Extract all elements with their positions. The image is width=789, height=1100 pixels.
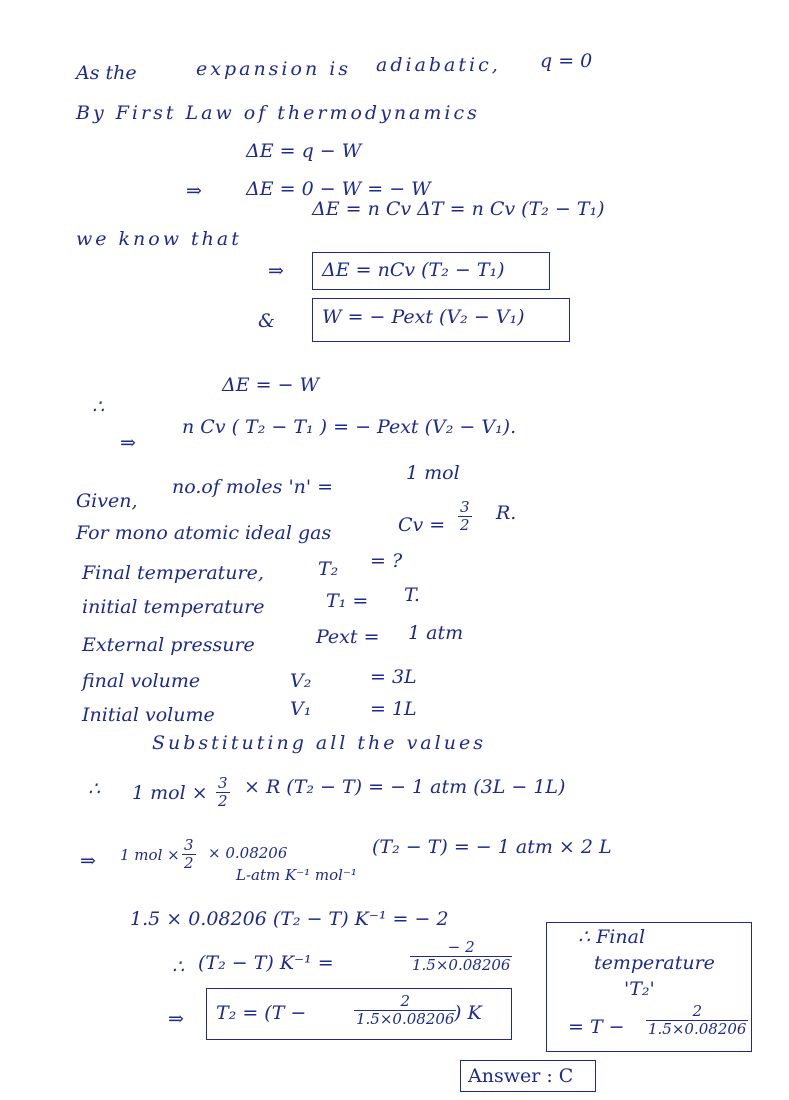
value-r-constant: × 0.08206: [208, 844, 288, 862]
text-external-pressure: External pressure: [82, 634, 255, 656]
text-final-temperature: Final temperature,: [82, 562, 264, 584]
equation-ncv-pext: n Cv ( T₂ − T₁ ) = − Pext (V₂ − V₁).: [182, 416, 517, 438]
fraction-result: $\frac{- 2}{1.5\times 0.08206}$: [412, 938, 511, 974]
equation-t2-result: T₂ = (T −: [216, 1002, 307, 1024]
equation-de-ncv-dt: ΔE = n Cv ΔT = n Cv (T₂ − T₁): [312, 198, 605, 220]
text-one-mol: 1 mol ×: [132, 782, 208, 804]
implies-arrow: ⇒: [80, 850, 96, 872]
text-no-of-moles: no.of moles 'n' =: [172, 476, 334, 498]
symbol-v2: V₂: [290, 670, 312, 692]
equation-t2-minus-t: (T₂ − T) K⁻¹ =: [198, 952, 334, 974]
text-as-the: As the: [76, 62, 137, 84]
text-final: ∴ Final: [578, 926, 646, 948]
value-pressure: 1 atm: [408, 622, 464, 644]
symbol-t2: T₂: [318, 558, 339, 580]
implies-arrow: ⇒: [186, 180, 202, 202]
equation-de-neg-w: ΔE = − W: [222, 374, 320, 396]
text-q-equals-zero: q = 0: [540, 50, 593, 72]
implies-arrow: ⇒: [120, 432, 136, 454]
equation-substituted-numeric: (T₂ − T) = − 1 atm × 2 L: [372, 836, 612, 858]
text-r-units: L-atm K⁻¹ mol⁻¹: [236, 866, 357, 884]
implies-arrow: ⇒: [168, 1008, 184, 1030]
fraction-side-result: $\frac{2}{1.5\times 0.08206}$: [648, 1002, 747, 1038]
text-first-law: By First Law of thermodynamics: [76, 102, 480, 124]
boxed-equation-w: W = − Pext (V₂ − V₁): [322, 306, 525, 328]
equation-de-q-w: ΔE = q − W: [246, 140, 362, 162]
answer-text: Answer : C: [468, 1065, 574, 1087]
equation-de-minus-w: ΔE = 0 − W = − W: [246, 178, 431, 200]
value-initial-volume: = 1L: [370, 698, 417, 720]
text-adiabatic: adiabatic,: [376, 54, 501, 76]
label-cv: Cv =: [398, 514, 446, 536]
text-one-mol: 1 mol ×: [120, 846, 180, 864]
text-monoatomic-gas: For mono atomic ideal gas: [76, 522, 332, 544]
value-unknown: = ?: [370, 550, 403, 572]
text-t2-label: 'T₂': [624, 978, 655, 1000]
equation-numeric: 1.5 × 0.08206 (T₂ − T) K⁻¹ = − 2: [130, 908, 449, 930]
fraction-three-halves: $\frac{3}{2}$: [218, 774, 228, 810]
therefore-symbol: ∴: [172, 956, 185, 978]
implies-arrow: ⇒: [268, 260, 284, 282]
symbol-v1: V₁: [290, 698, 312, 720]
symbol-r: R.: [496, 502, 517, 524]
text-final-volume: final volume: [82, 670, 201, 692]
therefore-symbol: ∴: [92, 396, 105, 418]
text-substituting: Substituting all the values: [152, 732, 486, 754]
text-temperature: temperature: [594, 952, 715, 974]
boxed-equation-de: ΔE = nCv (T₂ − T₁): [322, 259, 505, 281]
value-moles: 1 mol: [406, 462, 460, 484]
text-initial-temperature: initial temperature: [82, 596, 265, 618]
value-final-volume: = 3L: [370, 666, 417, 688]
symbol-pext: Pext =: [316, 626, 380, 648]
text-given: Given,: [76, 490, 138, 512]
symbol-t1: T₁ =: [326, 590, 369, 612]
text-kelvin: ) K: [454, 1002, 482, 1024]
fraction-three-halves: $\frac{3}{2}$: [460, 498, 470, 534]
text-initial-volume: Initial volume: [82, 704, 215, 726]
text-expansion: expansion is: [196, 58, 352, 80]
fraction-result: $\frac{2}{1.5\times 0.08206}$: [356, 992, 455, 1028]
text-we-know-that: we know that: [76, 228, 242, 250]
therefore-symbol: ∴: [88, 778, 101, 800]
equation-substituted: × R (T₂ − T) = − 1 atm (3L − 1L): [244, 776, 566, 798]
fraction-three-halves: $\frac{3}{2}$: [184, 836, 194, 872]
value-t: T.: [404, 584, 420, 606]
and-symbol: &: [258, 310, 275, 332]
equation-side-result: = T −: [568, 1016, 625, 1038]
